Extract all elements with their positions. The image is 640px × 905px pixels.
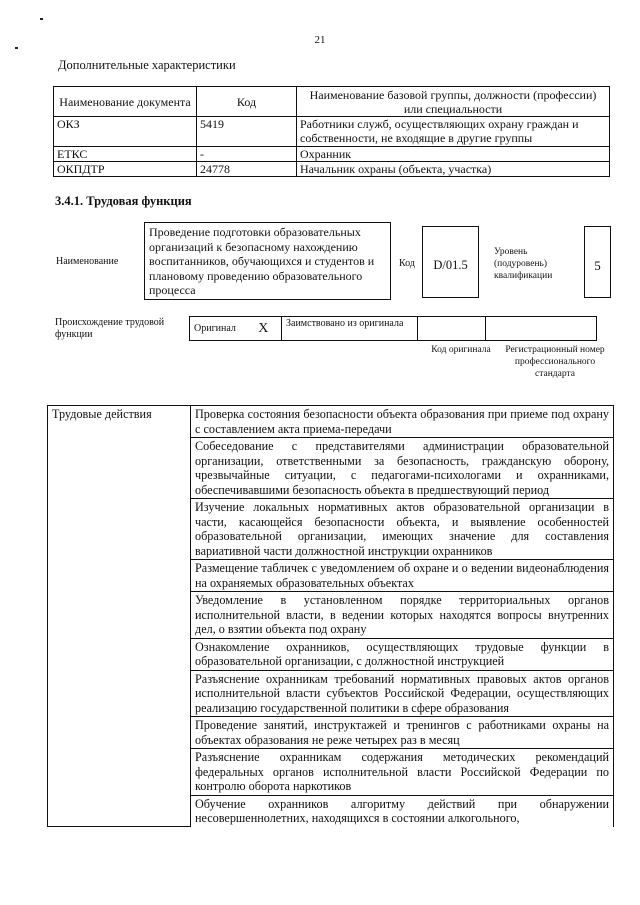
scan-mark xyxy=(15,47,18,49)
header-code: Код xyxy=(197,87,297,117)
cell-doc: ОКПДТР xyxy=(54,162,197,177)
cell-code: - xyxy=(197,147,297,162)
origin-label: Происхождение трудовой функции xyxy=(55,317,165,340)
table-row xyxy=(54,162,610,177)
table-row xyxy=(48,406,614,438)
labor-actions-table xyxy=(47,405,614,827)
code-original-cell xyxy=(418,317,486,341)
additional-characteristics-title: Дополнительные характеристики xyxy=(58,58,236,72)
action-item: Собеседование с представителями администрации образовательной организации, ответственными за безопасность, гражданскую оборону, чрезвычайные ситуации, с педагогами-психологами и охранниками, обеспечивавшими безопасность объекта в предшествующий период xyxy=(191,438,614,499)
action-item: Обучение охранников алгоритму действий при обнаружении несовершеннолетних, находящихся в состоянии алкогольного, xyxy=(191,795,614,827)
code-value-box: D/01.5 xyxy=(422,226,479,298)
code-original-caption: Код оригинала xyxy=(431,345,491,355)
cell-code: 24778 xyxy=(197,162,297,177)
origin-table xyxy=(189,316,597,341)
header-group-name: Наименование базовой группы, должности (профессии) или специальности xyxy=(297,87,610,117)
table-header-row xyxy=(54,87,610,117)
action-item: Проведение занятий, инструктажей и тренингов с работниками охраны на объектах образования не реже четырех раз в месяц xyxy=(191,717,614,749)
cell-doc: ЕТКС xyxy=(54,147,197,162)
cell-group: Работники служб, осуществляющих охрану граждан и собственности, не входящие в другие группы xyxy=(297,117,610,147)
reg-number-cell xyxy=(486,317,597,341)
origin-row xyxy=(190,317,597,341)
action-item: Разъяснение охранникам требований нормативных правовых актов органов исполнительной власти субъектов Российской Федерации, осуществляющих реализацию государственной политики в сфере образования xyxy=(191,670,614,717)
level-value-box: 5 xyxy=(584,226,611,298)
scan-mark xyxy=(40,18,43,20)
action-item: Уведомление в установленном порядке территориальных органов исполнительной власти, в ведении которых находятся вопросы внутренних дел, о взятии объекта под охрану xyxy=(191,592,614,639)
labor-actions-label: Трудовые действия xyxy=(48,406,191,827)
function-name-label: Наименование xyxy=(56,256,119,267)
reg-number-caption: Регистрационный номер профессионального стандарта xyxy=(505,345,605,379)
function-name-box: Проведение подготовки образовательных организаций к безопасному нахождению воспитанников, обучающихся и студентов и плановому проведению образовательного процесса xyxy=(144,222,391,300)
page-number: 21 xyxy=(314,34,326,46)
level-label: Уровень (подуровень) квалификации xyxy=(494,247,553,281)
additional-characteristics-table xyxy=(53,86,610,177)
action-item: Разъяснение охранникам содержания методических рекомендаций федеральных органов исполнительной власти Российской Федерации по контролю оборота наркотиков xyxy=(191,749,614,796)
original-mark: X xyxy=(246,317,282,341)
action-item: Проверка состояния безопасности объекта образования при приеме под охрану с составлением акта приема-передачи xyxy=(191,406,614,438)
cell-doc: ОКЗ xyxy=(54,117,197,147)
header-doc-name: Наименование документа xyxy=(54,87,197,117)
action-item: Ознакомление охранников, осуществляющих трудовые функции в образовательной организации, с должностной инструкцией xyxy=(191,638,614,670)
section-title: 3.4.1. Трудовая функция xyxy=(55,194,192,208)
original-label: Оригинал xyxy=(190,317,246,341)
cell-code: 5419 xyxy=(197,117,297,147)
cell-group: Начальник охраны (объекта, участка) xyxy=(297,162,610,177)
code-label: Код xyxy=(399,258,415,269)
table-row xyxy=(54,117,610,147)
cell-group: Охранник xyxy=(297,147,610,162)
borrowed-label: Заимствовано из оригинала xyxy=(282,317,418,341)
action-item: Размещение табличек с уведомлением об охране и о ведении видеонаблюдения на охраняемых образовательных объектах xyxy=(191,560,614,592)
action-item: Изучение локальных нормативных актов образовательной организации в части, касающейся безопасности объекта, и выявление особенностей образовательной организации, имеющих значение для составления вариативной части должностной инструкции охранников xyxy=(191,499,614,560)
table-row xyxy=(54,147,610,162)
